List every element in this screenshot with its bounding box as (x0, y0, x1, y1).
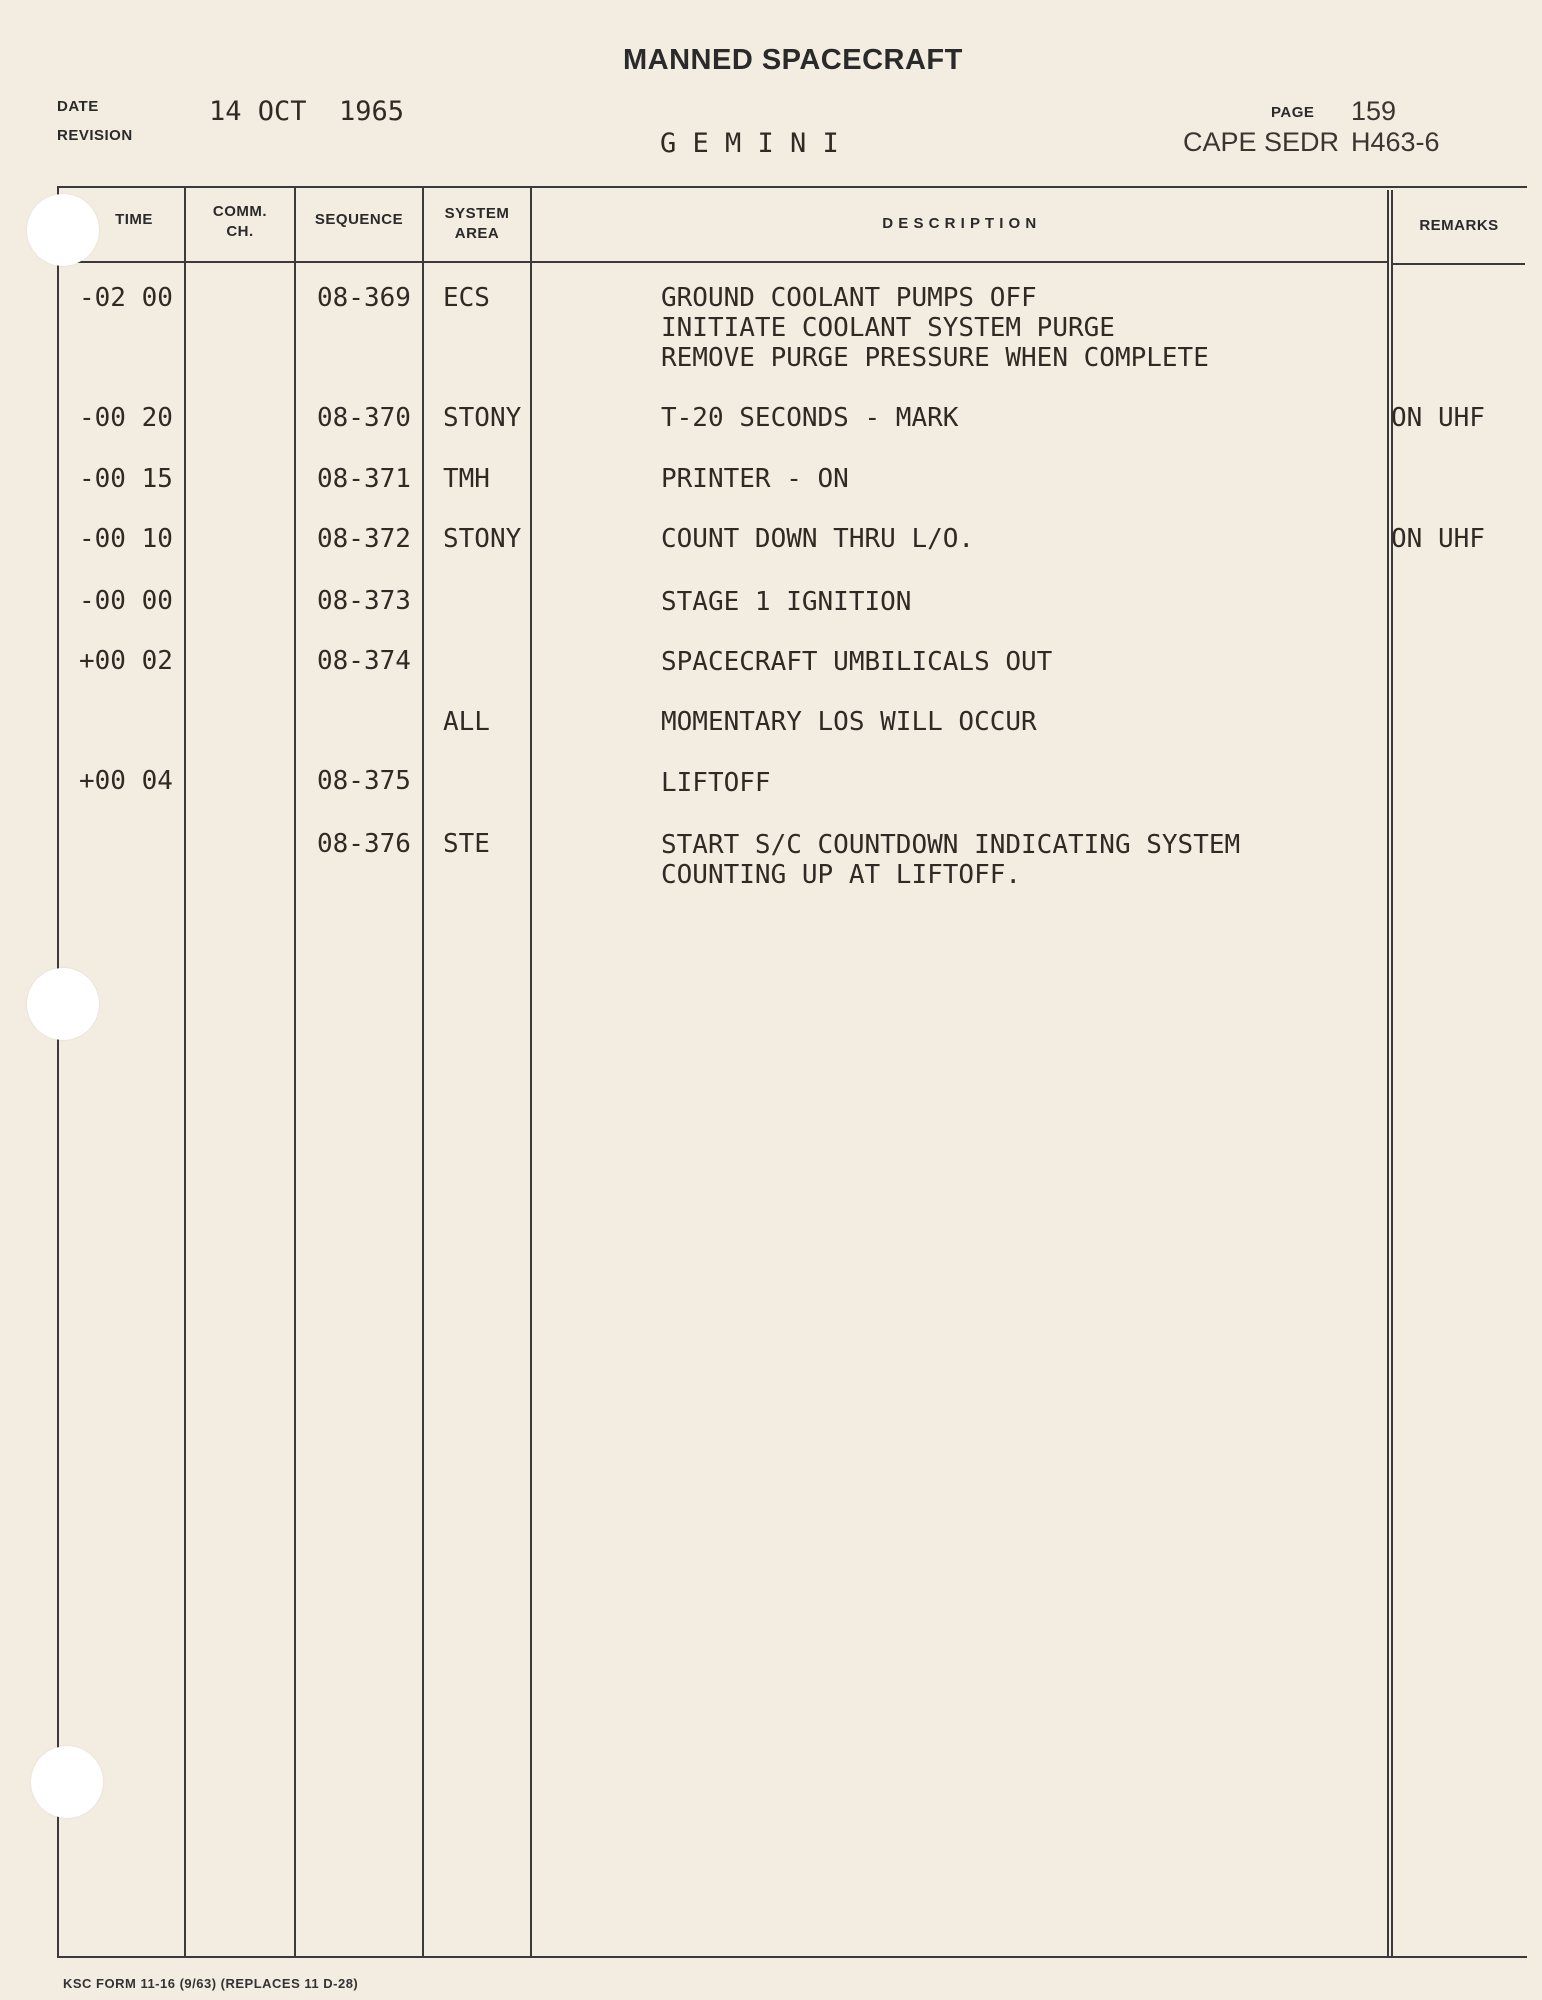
row-sequence: 08-372 (317, 524, 411, 554)
page-title: MANNED SPACECRAFT (623, 44, 963, 76)
row-sequence: 08-370 (317, 403, 411, 433)
row-sequence: 08-375 (317, 766, 411, 796)
row-sequence: 08-369 (317, 283, 411, 313)
program-name: G E M I N I (660, 128, 839, 159)
row-time: +00 02 (79, 646, 173, 676)
header-rule-remarks (1391, 263, 1525, 265)
row-time: -00 15 (79, 464, 173, 494)
row-sequence: 08-374 (317, 646, 411, 676)
row-area: STONY (443, 524, 522, 554)
revision-label: REVISION (57, 127, 133, 144)
row-description-line: STAGE 1 IGNITION (661, 587, 912, 617)
row-time: +00 04 (79, 766, 173, 796)
col-divider-description (1387, 190, 1389, 1956)
col-area-heading: SYSTEM AREA (444, 205, 510, 242)
col-divider-area (530, 186, 532, 1956)
row-description-line: COUNTING UP AT LIFTOFF. (661, 860, 1022, 890)
col-description-heading: D E S C R I P T I O N (882, 215, 1037, 232)
row-description-line: REMOVE PURGE PRESSURE WHEN COMPLETE (661, 343, 1209, 373)
row-sequence: 08-373 (317, 586, 411, 616)
page-label: PAGE (1271, 104, 1315, 121)
row-description-line: LIFTOFF (661, 768, 771, 798)
row-time: -00 00 (79, 586, 173, 616)
row-sequence: 08-371 (317, 464, 411, 494)
sedr-value: H463-6 (1351, 127, 1440, 157)
row-description-line: GROUND COOLANT PUMPS OFF (661, 283, 1037, 313)
row-remarks: ON UHF (1391, 524, 1485, 554)
row-area: STE (443, 829, 490, 859)
row-sequence: 08-376 (317, 829, 411, 859)
col-divider-time (184, 186, 186, 1956)
row-remarks: ON UHF (1391, 403, 1485, 433)
col-divider-sequence (422, 186, 424, 1956)
row-area: STONY (443, 403, 522, 433)
row-time: -00 10 (79, 524, 173, 554)
row-area: ALL (443, 707, 490, 737)
binder-hole (27, 968, 99, 1040)
date-label: DATE (57, 98, 99, 115)
sedr-label: CAPE SEDR (1183, 127, 1340, 157)
row-description-line: START S/C COUNTDOWN INDICATING SYSTEM (661, 830, 1241, 860)
date-value: 14 OCT 1965 (209, 96, 405, 127)
page-number: 159 (1351, 96, 1397, 126)
row-description-line: SPACECRAFT UMBILICALS OUT (661, 647, 1053, 677)
binder-hole (27, 194, 99, 266)
sequence-table (57, 186, 1527, 1958)
col-comm-heading: COMM. CH. (212, 203, 268, 240)
col-divider-comm (294, 186, 296, 1956)
header-rule (57, 261, 1387, 263)
col-time-heading: TIME (115, 211, 153, 228)
col-divider-description-double (1391, 190, 1393, 1956)
row-description-line: INITIATE COOLANT SYSTEM PURGE (661, 313, 1115, 343)
binder-hole (31, 1746, 103, 1818)
row-description-line: MOMENTARY LOS WILL OCCUR (661, 707, 1037, 737)
col-remarks-heading: REMARKS (1419, 217, 1499, 234)
row-time: -02 00 (79, 283, 173, 313)
row-description-line: COUNT DOWN THRU L/O. (661, 524, 975, 554)
row-area: TMH (443, 464, 490, 494)
row-description-line: T-20 SECONDS - MARK (661, 403, 959, 433)
row-description-line: PRINTER - ON (661, 464, 849, 494)
row-time: -00 20 (79, 403, 173, 433)
form-footer: KSC FORM 11-16 (9/63) (REPLACES 11 D-28) (63, 1976, 359, 1991)
col-sequence-heading: SEQUENCE (314, 211, 404, 228)
row-area: ECS (443, 283, 490, 313)
